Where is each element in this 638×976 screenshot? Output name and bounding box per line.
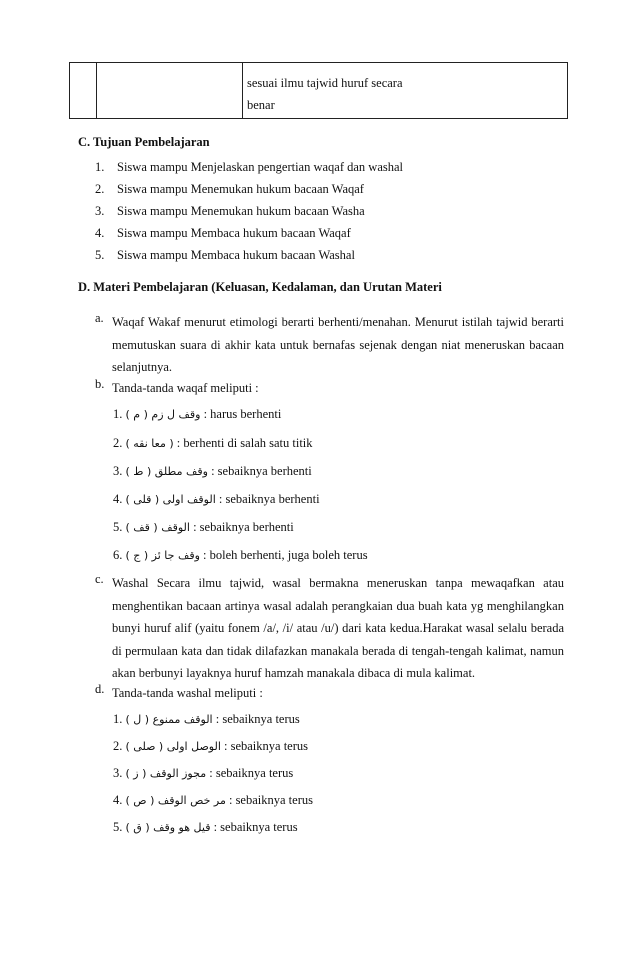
washal-sign-row: 1. الوقف ممنوع ( ل ) : sebaiknya terus [113, 712, 300, 726]
arabic-sign: مجوز الوقف ( ز ) [125, 767, 207, 780]
arabic-sign: الوصل اولى ( صلى ) [125, 740, 221, 753]
arabic-sign: ( معا نقه ) [125, 437, 174, 450]
waqaf-sign-row: 3. وقف مطلق ( ط ) : sebaiknya berhenti [113, 464, 312, 478]
washal-sign-row: 2. الوصل اولى ( صلى ) : sebaiknya terus [113, 739, 309, 753]
waqaf-sign-row: 4. الوقف اولى ( قلى ) : sebaiknya berhenti [113, 492, 320, 506]
washal-definition-paragraph: Washal Secara ilmu tajwid, wasal bermakna meneruskan tanpa mewaqafkan atau menghentikan bacaan artinya wasal adalah perangkaian dua buah kata yg menghilangkan bunyi huruf alif (yaitu fonem /a/, /i/ atau /u/) dari kata kedua.Harakat wasal selalu berada di permulaan kata dan tidak dilafazkan manakala berada di tengah-tengah kalimat, namun akan berbunyi layaknya huruf hamzah manakala dibaca di mula kalimat. [112, 576, 564, 680]
list-item: 2. Siswa mampu Menemukan hukum bacaan Waqaf [95, 182, 364, 196]
table-cell-number [70, 63, 97, 118]
washal-sign-row: 3. مجوز الوقف ( ز ) : sebaiknya terus [113, 766, 294, 780]
table-cell-text [247, 72, 565, 116]
washal-signs-intro: Tanda-tanda washal meliputi : [112, 686, 263, 700]
list-item: 5. Siswa mampu Membaca hukum bacaan Washal [95, 248, 355, 262]
list-item: 4. Siswa mampu Membaca hukum bacaan Waqaf [95, 226, 351, 240]
waqaf-sign-row: 2. ( معا نقه ) : berhenti di salah satu titik [113, 436, 313, 450]
arabic-sign: الوقف ( قف ) [125, 521, 190, 534]
table-fragment [69, 62, 568, 119]
waqaf-definition-paragraph: Waqaf Wakaf menurut etimologi berarti berhenti/menahan. Menurut istilah tajwid berarti memutuskan suara di akhir kata untuk bernafas sejenak dengan niat meneruskan bacaan selanjutnya. [112, 315, 564, 374]
table-cell-line: sesuai ilmu tajwid huruf secara [247, 76, 403, 90]
arabic-sign: وقف جا ئز ( ج ) [125, 549, 200, 562]
washal-sign-row: 4. مر خص الوقف ( ص ) : sebaiknya terus [113, 793, 313, 807]
washal-sign-row: 5. قيل هو وقف ( ق ) : sebaiknya terus [113, 820, 298, 834]
arabic-sign: الوقف ممنوع ( ل ) [125, 713, 213, 726]
waqaf-signs-intro: Tanda-tanda waqaf meliputi : [112, 381, 259, 395]
arabic-sign: الوقف اولى ( قلى ) [125, 493, 216, 506]
document-page: sesuai ilmu tajwid huruf secara benar C. Tujuan Pembelajaran 1. Siswa mampu Menjelaskan pengertian waqaf dan washal 2. Siswa mampu Menemukan hukum bacaan Waqaf 3. Siswa mampu Menemukan hukum bacaan Washa 4. Siswa mampu Membaca hukum bacaan Waqaf 5. Siswa mampu Membaca hukum bacaan Washal D. Materi Pembelajaran (Keluasan, Kedalaman, dan Urutan Materi a. Waqaf Wakaf menurut etimologi berarti berhenti/menahan. Menurut istilah tajwid berarti memutuskan suara di akhir kata untuk bernafas sejenak dengan niat meneruskan bacaan selanjutnya. b. Tanda-tanda waqaf meliputi : 1. وقف ل زم ( م ) : harus berhenti 2. ( معا نقه ) : berhenti di salah satu titik 3. وقف مطلق ( ط ) : sebaiknya berhenti 4. الوقف اولى ( قلى ) : sebaiknya berhenti 5. الوقف ( قف ) : sebaiknya berhenti 6. وقف جا ئز ( ج ) : boleh berhenti, juga boleh terus c. Washal Secara ilmu tajwid, wasal bermakna meneruskan tanpa mewaqafkan atau menghentikan bacaan artinya wasal adalah perangkaian dua buah kata yg menghilangkan bunyi huruf alif (yaitu fonem /a/, /i/ atau /u/) dari kata kedua.Harakat wasal selalu berada di permulaan kata dan tidak dilafazkan manakala berada di tengah-tengah kalimat, namun akan berbunyi layaknya huruf hamzah manakala dibaca di mula kalimat. d. Tanda-tanda washal meliputi : 1. الوقف ممنوع ( ل ) : sebaiknya terus 2. الوصل اولى ( صلى ) : sebaiknya terus 3. مجوز الوقف ( ز ) : sebaiknya terus 4. مر خص الوقف ( ص ) : sebaiknya terus 5. قيل هو وقف ( ق ) : sebaiknya terus [0, 0, 638, 976]
section-d-heading: D. Materi Pembelajaran (Keluasan, Kedalaman, dan Urutan Materi [78, 280, 442, 294]
list-item: 1. Siswa mampu Menjelaskan pengertian waqaf dan washal [95, 160, 404, 174]
arabic-sign: مر خص الوقف ( ص ) [125, 794, 226, 807]
table-cell-empty [97, 63, 243, 118]
list-item: 3. Siswa mampu Menemukan hukum bacaan Washa [95, 204, 365, 218]
arabic-sign: وقف ل زم ( م ) [125, 408, 201, 421]
table-cell-line: benar [247, 98, 275, 112]
waqaf-sign-row: 1. وقف ل زم ( م ) : harus berhenti [113, 407, 282, 421]
arabic-sign: وقف مطلق ( ط ) [125, 465, 208, 478]
waqaf-sign-row: 6. وقف جا ئز ( ج ) : boleh berhenti, juga boleh terus [113, 548, 368, 562]
arabic-sign: قيل هو وقف ( ق ) [125, 821, 211, 834]
section-c-heading: C. Tujuan Pembelajaran [78, 135, 210, 149]
waqaf-sign-row: 5. الوقف ( قف ) : sebaiknya berhenti [113, 520, 294, 534]
